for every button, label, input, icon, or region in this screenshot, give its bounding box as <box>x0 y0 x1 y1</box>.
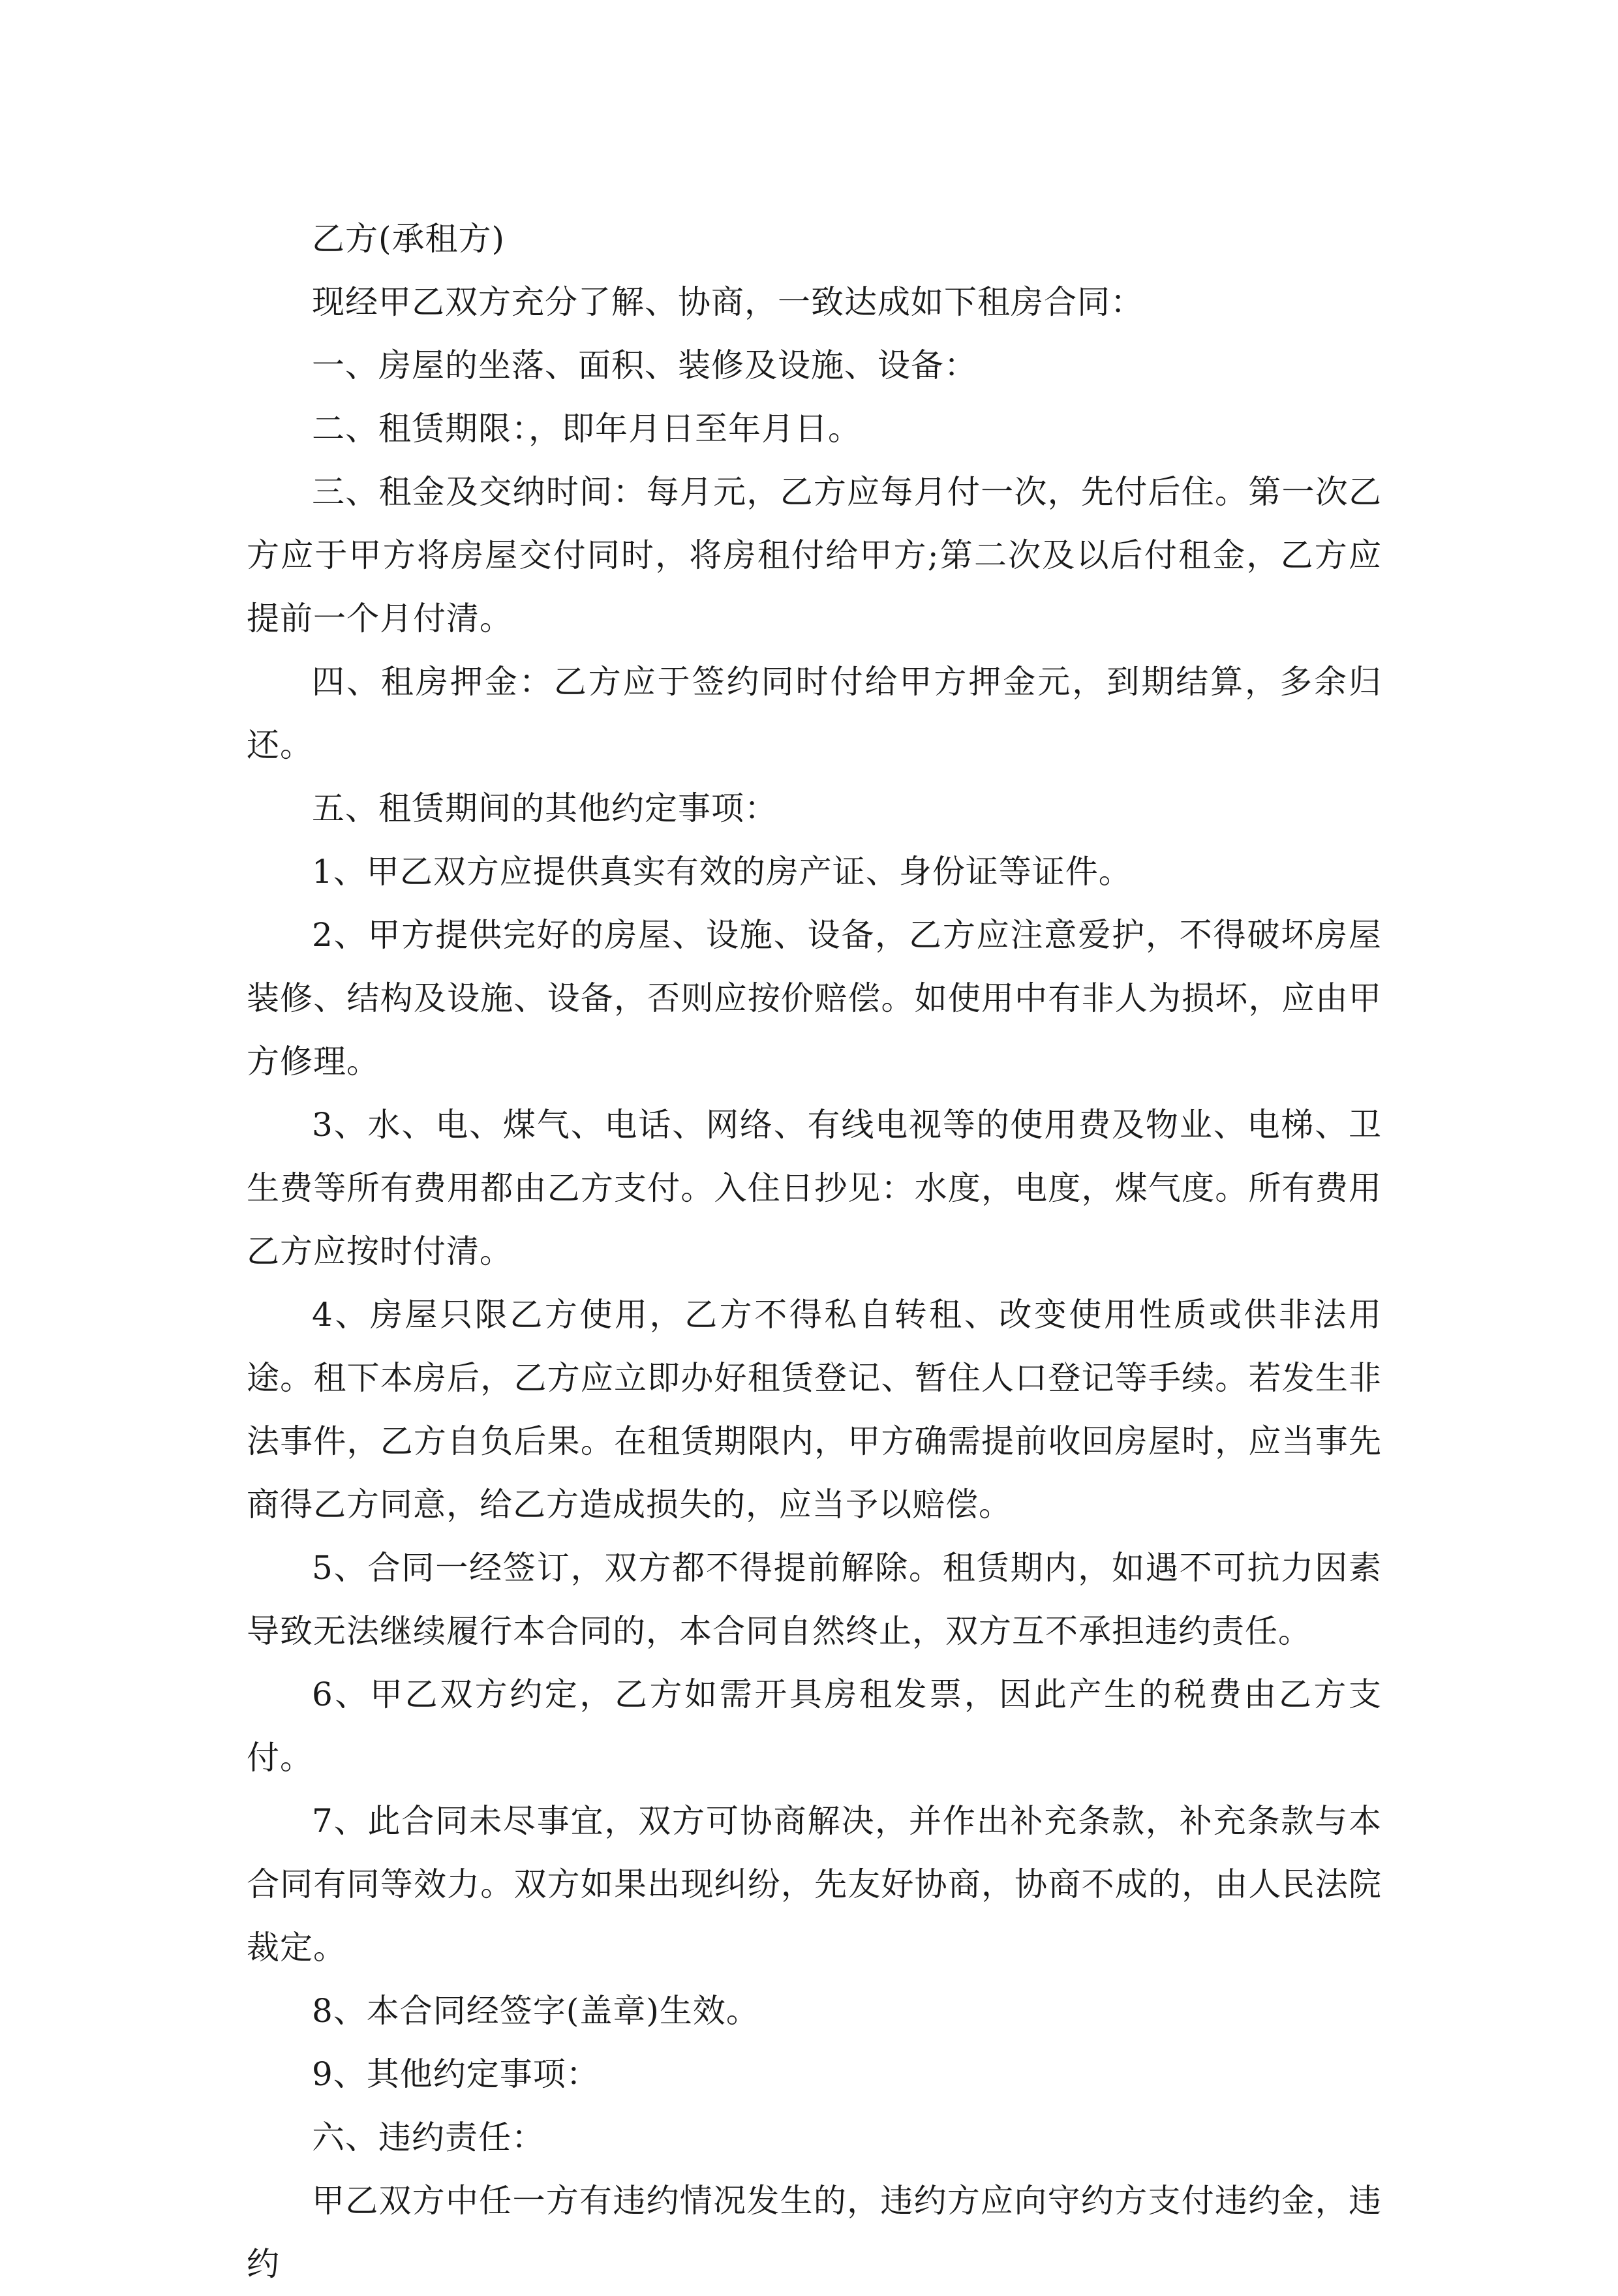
paragraph-lessee-heading: 乙方(承租方) <box>312 220 506 258</box>
paragraph-section-2-term: 二、租赁期限：，即年月日至年月日。 <box>312 410 861 448</box>
paragraph-item-5: 5、合同一经签订，双方都不得提前解除。租赁期内，如遇不可抗力因素导致无法继续履行本合同的，本合同自然终止，双方互不承担违约责任。 <box>247 1549 1382 1650</box>
paragraph-item-6: 6、甲乙双方约定，乙方如需开具房租发票，因此产生的税费由乙方支付。 <box>247 1676 1382 1777</box>
paragraph-breach-text: 甲乙双方中任一方有违约情况发生的，违约方应向守约方支付违约金，违约 <box>247 2182 1382 2283</box>
paragraph-section-3-rent: 三、租金及交纳时间：每月元，乙方应每月付一次，先付后住。第一次乙方应于甲方将房屋交付同时，将房租付给甲方;第二次及以后付租金，乙方应提前一个月付清。 <box>247 473 1382 637</box>
contract-body <box>247 207 1382 2296</box>
paragraph-item-3: 3、水、电、煤气、电话、网络、有线电视等的使用费及物业、电梯、卫生费等所有费用都由乙方支付。入住日抄见：水度，电度，煤气度。所有费用乙方应按时付清。 <box>247 1106 1382 1270</box>
paragraph-section-6-breach: 六、违约责任： <box>312 2119 545 2156</box>
paragraph-item-9: 9、其他约定事项： <box>312 2055 600 2093</box>
paragraph-item-4: 4、房屋只限乙方使用，乙方不得私自转租、改变使用性质或供非法用途。租下本房后，乙方应立即办好租赁登记、暂住人口登记等手续。若发生非法事件，乙方自负后果。在租赁期限内，甲方确需提前收回房屋时，应当事先商得乙方同意，给乙方造成损失的，应当予以赔偿。 <box>247 1296 1382 1523</box>
paragraph-item-1: 1、甲乙双方应提供真实有效的房产证、身份证等证件。 <box>312 853 1132 891</box>
paragraph-item-8: 8、本合同经签字(盖章)生效。 <box>312 1992 759 2030</box>
paragraph-section-4-deposit: 四、租房押金：乙方应于签约同时付给甲方押金元，到期结算，多余归还。 <box>247 663 1382 764</box>
paragraph-item-2: 2、甲方提供完好的房屋、设施、设备，乙方应注意爱护，不得破坏房屋装修、结构及设施、设备，否则应按价赔偿。如使用中有非人为损坏，应由甲方修理。 <box>247 916 1382 1080</box>
paragraph-agreement-intro: 现经甲乙双方充分了解、协商，一致达成如下租房合同： <box>312 283 1144 321</box>
paragraph-section-5-other-terms: 五、租赁期间的其他约定事项： <box>312 789 778 827</box>
paragraph-item-7: 7、此合同未尽事宜，双方可协商解决，并作出补充条款，补充条款与本合同有同等效力。双方如果出现纠纷，先友好协商，协商不成的，由人民法院裁定。 <box>247 1802 1382 1967</box>
paragraph-section-1-location: 一、房屋的坐落、面积、装修及设施、设备： <box>312 346 977 384</box>
